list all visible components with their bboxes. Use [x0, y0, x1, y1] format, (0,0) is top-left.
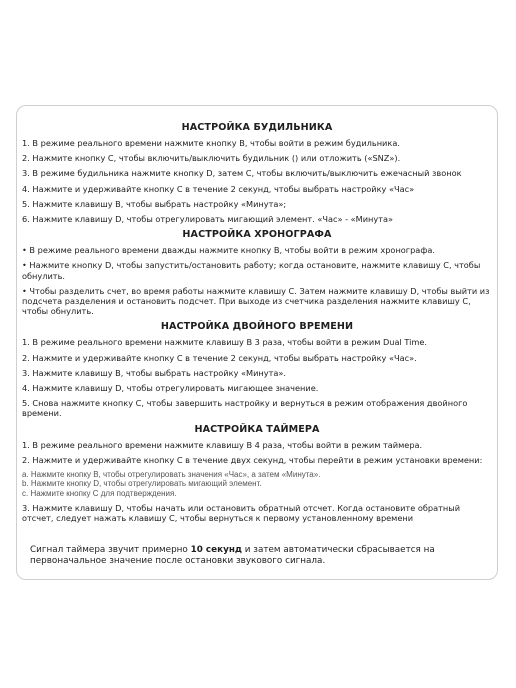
alarm-step-6: 6. Нажмите клавишу D, чтобы отрегулировать мигающий элемент. «Час» - «Минута» — [22, 214, 394, 225]
timer-signal-note — [30, 545, 470, 568]
alarm-step-2: 2. Нажмите кнопку С, чтобы включить/выключить будильник () или отложить («SNZ»). — [22, 153, 401, 164]
note-text-after: и затем автоматически сбрасывается на первоначальное значение после остановки звукового сигнала. — [30, 545, 435, 567]
alarm-step-1: 1. В режиме реального времени нажмите кнопку В, чтобы войти в режим будильника. — [22, 138, 400, 148]
note-text-before: Сигнал таймера звучит примерно — [30, 545, 191, 555]
chrono-step-1: • В режиме реального времени дважды нажмите кнопку В, чтобы войти в режим хронографа. — [22, 245, 435, 256]
timer-step-3: 3. Нажмите клавишу D, чтобы начать или остановить обратный отсчет. Когда остановите обратный отсчет, следует нажать клавишу С, чтобы вернуться к первому установленному времени — [22, 503, 461, 524]
timer-section-title: НАСТРОЙКА ТАЙМЕРА — [194, 423, 320, 435]
timer-step-2: 2. Нажмите и удерживайте кнопку С в течение двух секунд, чтобы перейти в режим установки времени: — [22, 454, 483, 465]
chrono-step-2: • Нажмите кнопку D, чтобы запустить/остановить работу; когда остановите, нажмите клавишу С, чтобы обнулить. — [22, 260, 481, 281]
alarm-step-3: 3. В режиме будильника нажмите кнопку D, затем С, чтобы включить/выключить ежечасный звонок — [22, 168, 462, 179]
timer-step-1: 1. В режиме реального времени нажмите клавишу В 4 раза, чтобы войти в режим таймера. — [22, 439, 423, 450]
alarm-section-title: НАСТРОЙКА БУДИЛЬНИКА — [181, 122, 333, 133]
dual-time-step-5: 5. Снова нажмите кнопку С, чтобы завершить настройку и вернуться в режим отображения двойного времени. — [22, 398, 468, 419]
dual-time-section-title: НАСТРОЙКА ДВОЙНОГО ВРЕМЕНИ — [160, 321, 354, 333]
dual-time-step-1: 1. В режиме реального времени нажмите клавишу В 3 раза, чтобы войти в режим Dual Time. — [22, 337, 428, 348]
chrono-step-3: • Чтобы разделить счет, во время работы нажмите клавишу С. Затем нажмите клавишу D, чтобы выйти из подсчета разделения и остановить подсчет. При выходе из счетчика разделения нажмите клавишу С, чтобы обнулить. — [22, 285, 490, 317]
timer-substep-c: c. Нажмите кнопку С для подтверждения. — [22, 488, 177, 498]
chrono-section-title: НАСТРОЙКА ХРОНОГРАФА — [182, 229, 332, 241]
dual-time-step-3: 3. Нажмите клавишу В, чтобы выбрать настройку «Минута». — [22, 367, 287, 378]
instructions-content — [22, 122, 492, 529]
alarm-step-4: 4. Нажмите и удерживайте кнопку С в течение 2 секунд, чтобы выбрать настройку «Час» — [22, 183, 415, 194]
alarm-step-5: 5. Нажмите клавишу В, чтобы выбрать настройку «Минута»; — [22, 198, 287, 209]
dual-time-step-4: 4. Нажмите клавишу D, чтобы отрегулировать мигающее значение. — [22, 383, 319, 394]
dual-time-step-2: 2. Нажмите и удерживайте кнопку С в течение 2 секунд, чтобы выбрать настройку «Час». — [22, 352, 417, 363]
timer-substep-a: a. Нажмите кнопку В, чтобы отрегулировать значения «Час», а затем «Минута». — [22, 470, 321, 480]
note-duration: 10 секунд — [190, 545, 242, 555]
timer-substep-b: b. Нажмите кнопку D, чтобы отрегулировать мигающий элемент. — [22, 479, 262, 489]
